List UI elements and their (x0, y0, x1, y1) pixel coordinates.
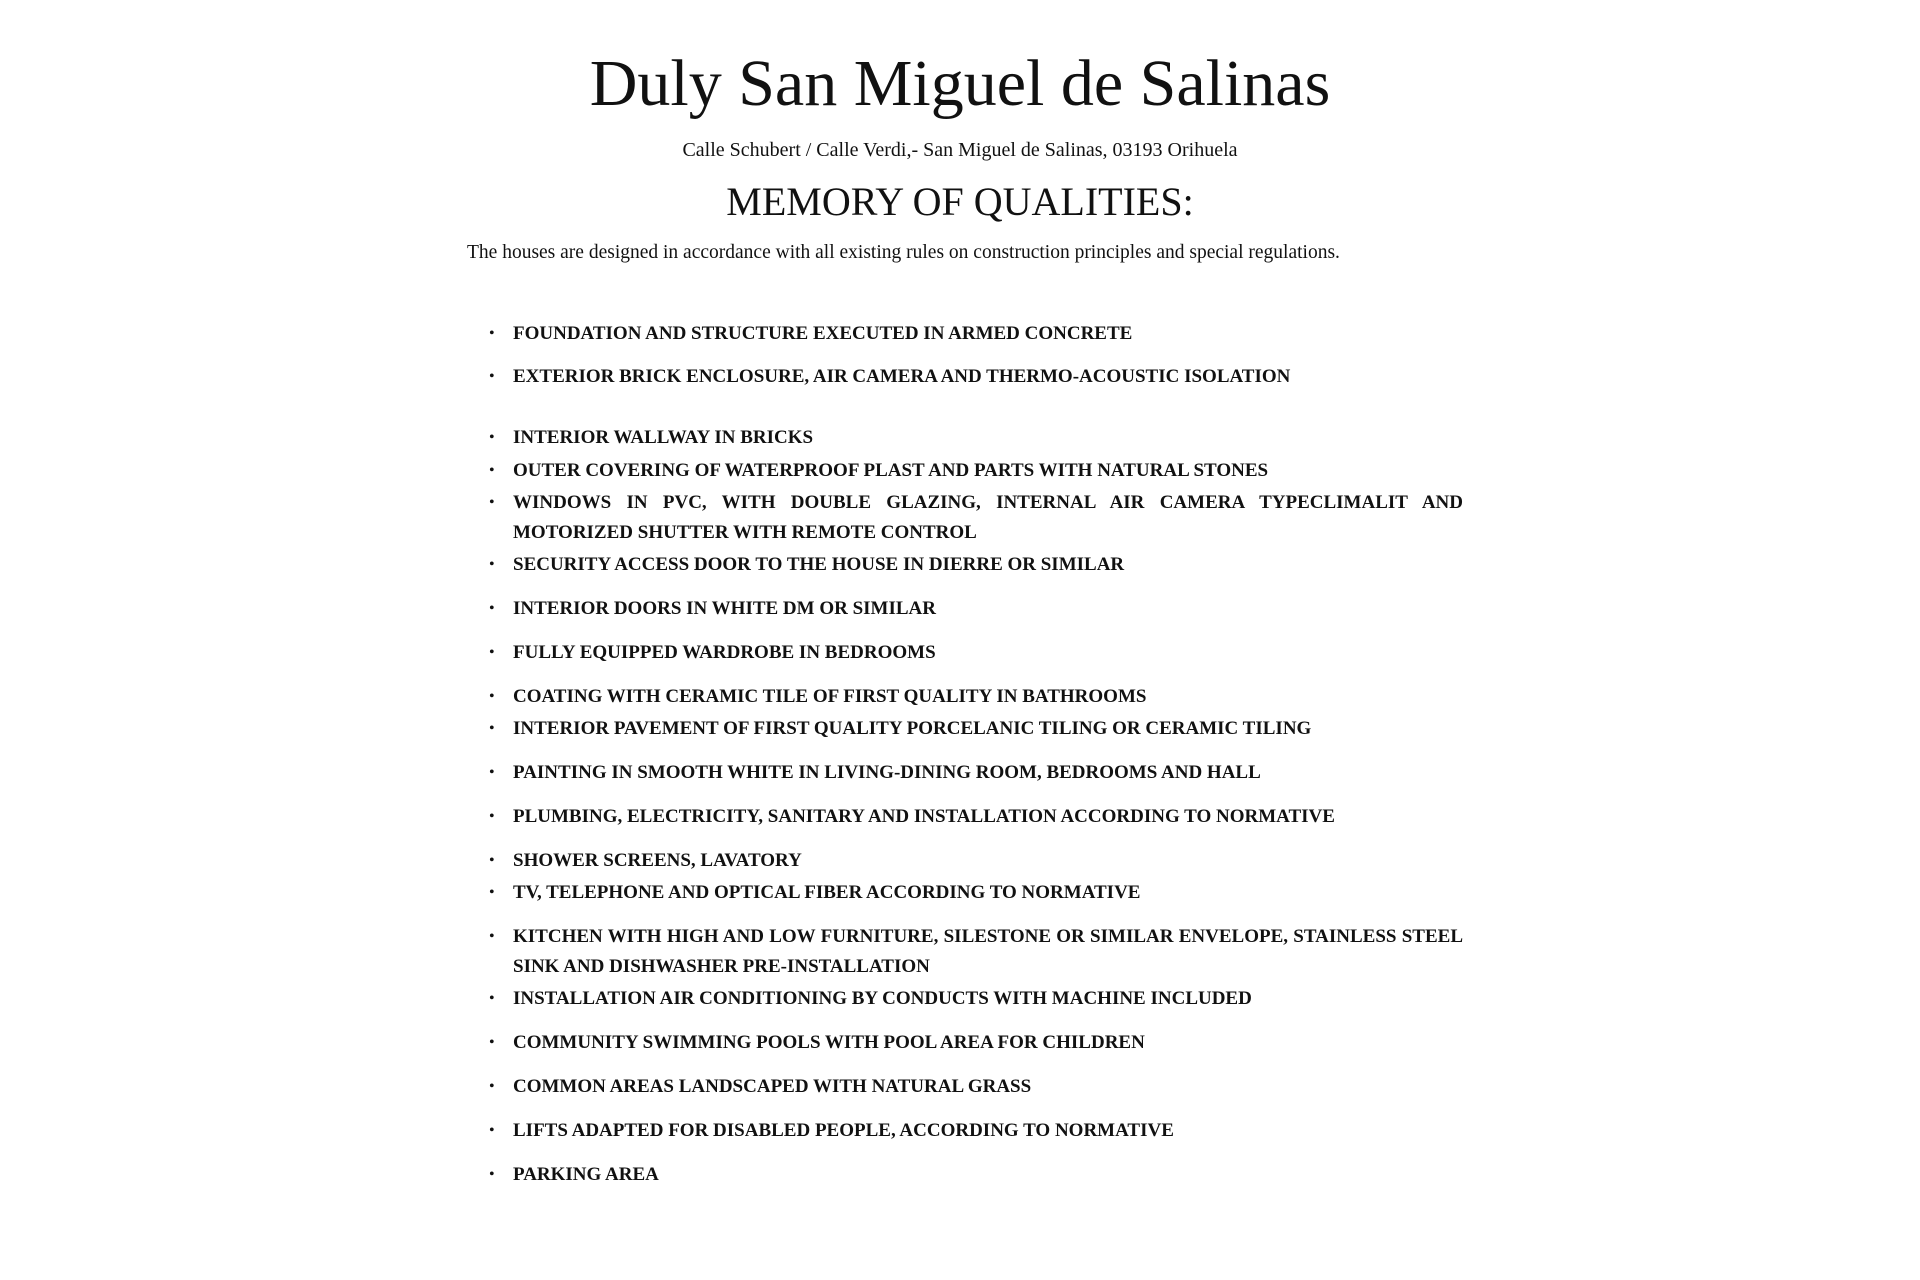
quality-item (489, 878, 1463, 908)
bullet-icon: • (489, 556, 495, 573)
bullet-icon: • (489, 990, 495, 1007)
quality-item-text: TV, TELEPHONE AND OPTICAL FIBER ACCORDING TO NORMATIVE (513, 882, 1141, 903)
quality-item-text: COATING WITH CERAMIC TILE OF FIRST QUALITY IN BATHROOMS (513, 686, 1147, 707)
quality-item-text: COMMON AREAS LANDSCAPED WITH NATURAL GRASS (513, 1076, 1032, 1097)
quality-item-text: EXTERIOR BRICK ENCLOSURE, AIR CAMERA AND THERMO-ACOUSTIC ISOLATION (513, 366, 1291, 387)
bullet-icon: • (489, 644, 495, 661)
quality-item-text: PLUMBING, ELECTRICITY, SANITARY AND INSTALLATION ACCORDING TO NORMATIVE (513, 806, 1335, 827)
quality-item-text: FOUNDATION AND STRUCTURE EXECUTED IN ARMED CONCRETE (513, 323, 1133, 344)
bullet-icon: • (489, 852, 495, 869)
quality-item-text: FULLY EQUIPPED WARDROBE IN BEDROOMS (513, 642, 936, 663)
quality-item-text: INTERIOR WALLWAY IN BRICKS (513, 427, 814, 448)
quality-item (489, 922, 1463, 982)
bullet-icon: • (489, 325, 495, 342)
quality-item (489, 846, 1463, 876)
quality-item (489, 362, 1463, 392)
quality-item-text: SECURITY ACCESS DOOR TO THE HOUSE IN DIERRE OR SIMILAR (513, 554, 1125, 575)
quality-item-text: PARKING AREA (513, 1164, 659, 1185)
quality-item (489, 1116, 1463, 1146)
bullet-icon: • (489, 1034, 495, 1051)
quality-item-text: INTERIOR PAVEMENT OF FIRST QUALITY PORCELANIC TILING OR CERAMIC TILING (513, 718, 1312, 739)
quality-item (489, 1028, 1463, 1058)
quality-item (489, 319, 1463, 349)
quality-item-text: INSTALLATION AIR CONDITIONING BY CONDUCTS WITH MACHINE INCLUDED (513, 988, 1252, 1009)
document-intro: The houses are designed in accordance with all existing rules on construction principles and special regulations. (467, 242, 1340, 263)
bullet-icon: • (489, 462, 495, 479)
quality-item (489, 984, 1463, 1014)
bullet-icon: • (489, 368, 495, 385)
bullet-icon: • (489, 429, 495, 446)
quality-item (489, 423, 1463, 453)
quality-item (489, 1072, 1463, 1102)
quality-item (489, 714, 1463, 744)
quality-item-text: SHOWER SCREENS, LAVATORY (513, 850, 802, 871)
bullet-icon: • (489, 1166, 495, 1183)
quality-item (489, 1160, 1463, 1190)
quality-item-text: PAINTING IN SMOOTH WHITE IN LIVING-DINING ROOM, BEDROOMS AND HALL (513, 762, 1261, 783)
quality-item (489, 682, 1463, 712)
quality-item (489, 638, 1463, 668)
quality-item (489, 550, 1463, 580)
quality-item-text: COMMUNITY SWIMMING POOLS WITH POOL AREA FOR CHILDREN (513, 1032, 1145, 1053)
bullet-icon: • (489, 1122, 495, 1139)
bullet-icon: • (489, 808, 495, 825)
bullet-icon: • (489, 494, 495, 511)
quality-item-text: LIFTS ADAPTED FOR DISABLED PEOPLE, ACCORDING TO NORMATIVE (513, 1120, 1174, 1141)
document-subtitle: MEMORY OF QUALITIES: (726, 179, 1194, 224)
quality-item (489, 488, 1463, 548)
quality-item (489, 758, 1463, 788)
document-address: Calle Schubert / Calle Verdi,- San Miguel de Salinas, 03193 Orihuela (682, 139, 1238, 161)
document-title: Duly San Miguel de Salinas (589, 47, 1331, 120)
bullet-icon: • (489, 884, 495, 901)
quality-item (489, 802, 1463, 832)
bullet-icon: • (489, 600, 495, 617)
quality-item-text: INTERIOR DOORS IN WHITE DM OR SIMILAR (513, 598, 936, 619)
quality-item (489, 594, 1463, 624)
bullet-icon: • (489, 764, 495, 781)
bullet-icon: • (489, 1078, 495, 1095)
quality-item-text: WINDOWS IN PVC, WITH DOUBLE GLAZING, INTERNAL AIR CAMERA TYPECLIMALIT AND MOTORIZED SHUTTER WITH REMOTE CONTROL (513, 492, 1463, 543)
bullet-icon: • (489, 688, 495, 705)
quality-item-text: OUTER COVERING OF WATERPROOF PLAST AND PARTS WITH NATURAL STONES (513, 460, 1269, 481)
bullet-icon: • (489, 928, 495, 945)
bullet-icon: • (489, 720, 495, 737)
quality-item-text: KITCHEN WITH HIGH AND LOW FURNITURE, SILESTONE OR SIMILAR ENVELOPE, STAINLESS STEEL SINK AND DISHWASHER PRE-INSTALLATION (513, 926, 1463, 977)
quality-item (489, 456, 1463, 486)
